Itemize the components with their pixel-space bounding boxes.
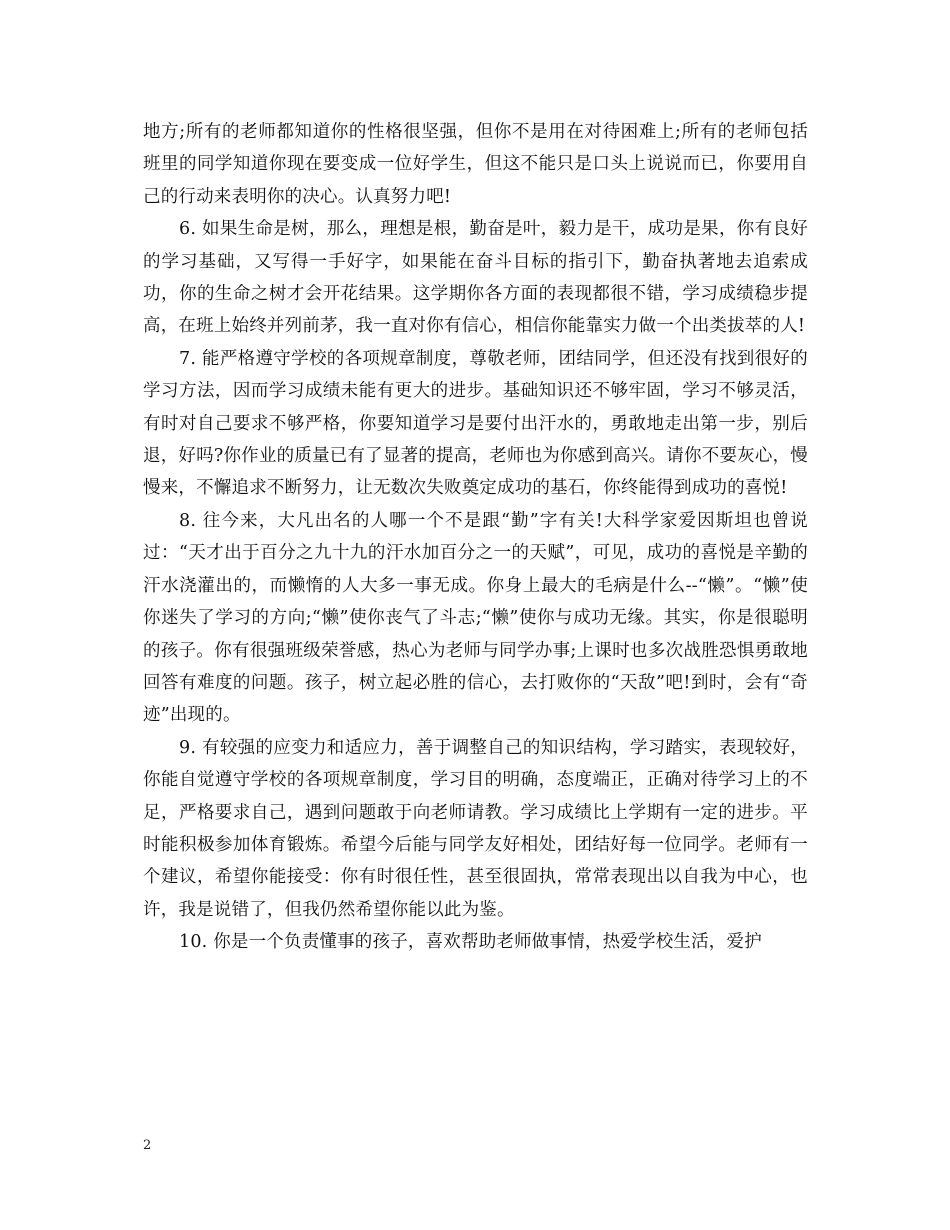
paragraph-item-6: 6. 如果生命是树，那么，理想是根，勤奋是叶，毅力是干，成功是果，你有良好的学习基础，又写得一手好字，如果能在奋斗目标的指引下，勤奋执著地去追索成功，你的生命之树才会开花结果。这学期你各方面的表现都很不错，学习成绩稳步提高，在班上始终并列前茅，我一直对你有信心，相信你能靠实力做一个出类拔萃的人! (143, 219, 808, 337)
paragraph-item-7: 7. 能严格遵守学校的各项规章制度，尊敬老师，团结同学，但还没有找到很好的学习方法，因而学习成绩未能有更大的进步。基础知识还不够牢固，学习不够灵活，有时对自己要求不够严格，你要知道学习是要付出汗水的，勇敢地走出第一步，别后退，好吗?你作业的质量已有了显著的提高，老师也为你感到高兴。请你不要灰心，慢慢来，不懈追求不断努力，让无数次失败奠定成功的基石，你终能得到成功的喜悦! (143, 348, 808, 499)
page-body (143, 116, 808, 959)
paragraph-item-8: 8. 往今来，大凡出名的人哪一个不是跟“勤”字有关!大科学家爱因斯坦也曾说过：“天才出于百分之九十九的汗水加百分之一的天赋”，可见，成功的喜悦是辛勤的汗水浇灌出的，而懒惰的人大多一事无成。你身上最大的毛病是什么--“懒”。“懒”使你迷失了学习的方向;“懒”使你丧气了斗志;“懒”使你与成功无缘。其实，你是很聪明的孩子。你有很强班级荣誉感，热心为老师与同学办事;上课时也多次战胜恐惧勇敢地回答有难度的问题。孩子，树立起必胜的信心，去打败你的“天敌”吧!到时，会有“奇迹”出现的。 (143, 510, 808, 726)
paragraph-item-9: 9. 有较强的应变力和适应力，善于调整自己的知识结构，学习踏实，表现较好，你能自觉遵守学校的各项规章制度，学习目的明确，态度端正，正确对待学习上的不足，严格要求自己，遇到问题敢于向老师请教。学习成绩比上学期有一定的进步。平时能积极参加体育锻炼。希望今后能与同学友好相处，团结好每一位同学。老师有一个建议，希望你能接受：你有时很任性，甚至很固执，常常表现出以自我为中心，也许，我是说错了，但我仍然希望你能以此为鉴。 (143, 737, 808, 920)
page-number: 2 (143, 1138, 152, 1153)
paragraph-item-10: 10. 你是一个负责懂事的孩子，喜欢帮助老师做事情，热爱学校生活，爱护 (179, 932, 762, 953)
paragraph-continuation: 地方;所有的老师都知道你的性格很坚强，但你不是用在对待困难上;所有的老师包括班里的同学知道你现在要变成一位好学生，但这不能只是口头上说说而已，你要用自己的行动来表明你的决心。认真努力吧! (143, 122, 808, 207)
